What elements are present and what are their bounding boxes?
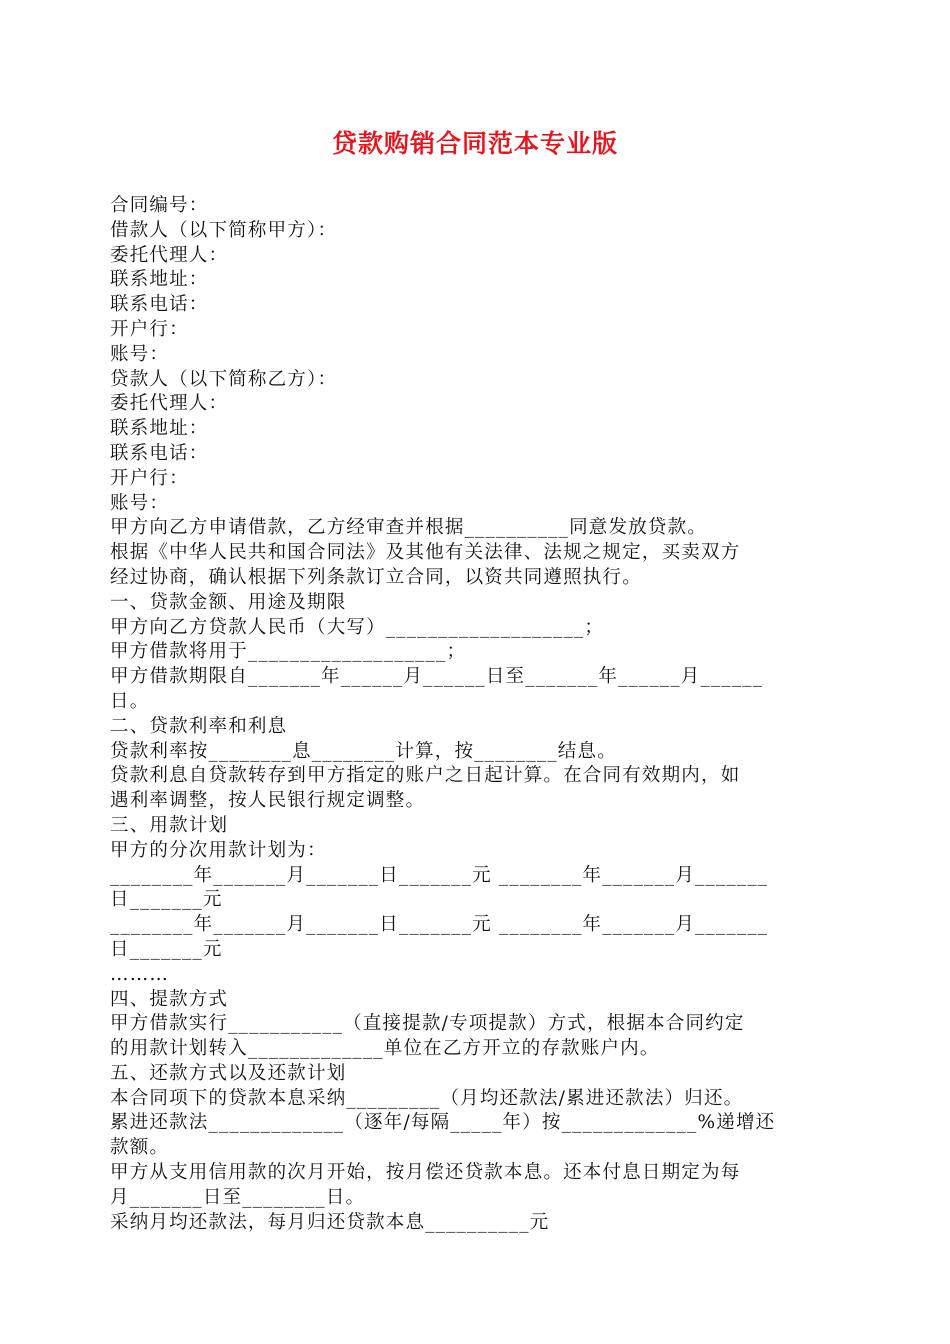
document-title: 贷款购销合同范本专业版: [331, 129, 618, 158]
contract-line: 本合同项下的贷款本息采纳_________（月均还款法/累进还款法）归还。: [110, 1087, 744, 1109]
contract-line: 日_______元: [110, 938, 223, 960]
contract-line: 贷款利率按________息________计算，按________结息。: [110, 740, 617, 762]
contract-line: 账号：: [110, 492, 170, 514]
contract-line: 五、还款方式以及还款计划: [110, 1062, 347, 1084]
contract-line: 委托代理人：: [110, 244, 229, 266]
contract-line: 遇利率调整，按人民银行规定调整。: [110, 790, 426, 812]
contract-line: 联系电话：: [110, 294, 209, 316]
contract-line: 日_______元: [110, 889, 223, 911]
contract-line: 经过协商，确认根据下列条款订立合同，以资共同遵照执行。: [110, 566, 642, 588]
contract-line: 根据《中华人民共和国合同法》及其他有关法律、法规之规定，买卖双方: [110, 542, 741, 564]
contract-line: 甲方的分次用款计划为：: [110, 839, 327, 861]
contract-line: 甲方借款实行___________（直接提款/专项提款）方式，根据本合同约定: [110, 1013, 745, 1035]
contract-line: 累进还款法_____________（逐年/每隔_____年）按_____________%递增还: [110, 1112, 776, 1134]
contract-line: 甲方向乙方申请借款，乙方经审查并根据__________同意发放贷款。: [110, 517, 708, 539]
contract-line: 一、贷款金额、用途及期限: [110, 591, 347, 613]
contract-line: 联系地址：: [110, 418, 209, 440]
contract-body: [110, 194, 842, 1235]
contract-line: 联系电话：: [110, 442, 209, 464]
contract-line: 合同编号：: [110, 195, 209, 216]
contract-line: 贷款人（以下简称乙方）：: [110, 368, 338, 390]
contract-line: 二、贷款利率和利息: [110, 715, 288, 737]
contract-line: ________年_______月_______日_______元 ________年_______月_______: [110, 914, 769, 936]
contract-line: 账号：: [110, 343, 170, 365]
contract-line: 甲方向乙方贷款人民币（大写）___________________；: [110, 616, 605, 638]
contract-line: 日。: [110, 690, 150, 712]
contract-line: 三、用款计划: [110, 814, 229, 836]
contract-line: 开户行：: [110, 467, 189, 489]
contract-line: 委托代理人：: [110, 393, 229, 415]
contract-line: 借款人（以下简称甲方）：: [110, 219, 338, 241]
contract-line: 甲方借款期限自_______年______月______日至_______年______月______: [110, 666, 764, 688]
contract-line: 款额。: [110, 1137, 170, 1159]
contract-line: 甲方借款将用于___________________；: [110, 641, 467, 663]
contract-line: 开户行：: [110, 318, 189, 340]
contract-line: 联系地址：: [110, 269, 209, 291]
contract-line: 月_______日至________日。: [110, 1186, 366, 1208]
contract-line: 贷款利息自贷款转存到甲方指定的账户之日起计算。在合同有效期内，如: [110, 765, 741, 787]
contract-line: 的用款计划转入_____________单位在乙方开立的存款账户内。: [110, 1038, 660, 1060]
contract-line: ………: [110, 963, 170, 985]
contract-line: ________年_______月_______日_______元 ________年_______月_______: [110, 864, 769, 886]
contract-line: 甲方从支用信用款的次月开始，按月偿还贷款本息。还本付息日期定为每: [110, 1162, 741, 1184]
contract-line: 采纳月均还款法，每月归还贷款本息__________元: [110, 1211, 550, 1233]
contract-line: 四、提款方式: [110, 988, 229, 1010]
